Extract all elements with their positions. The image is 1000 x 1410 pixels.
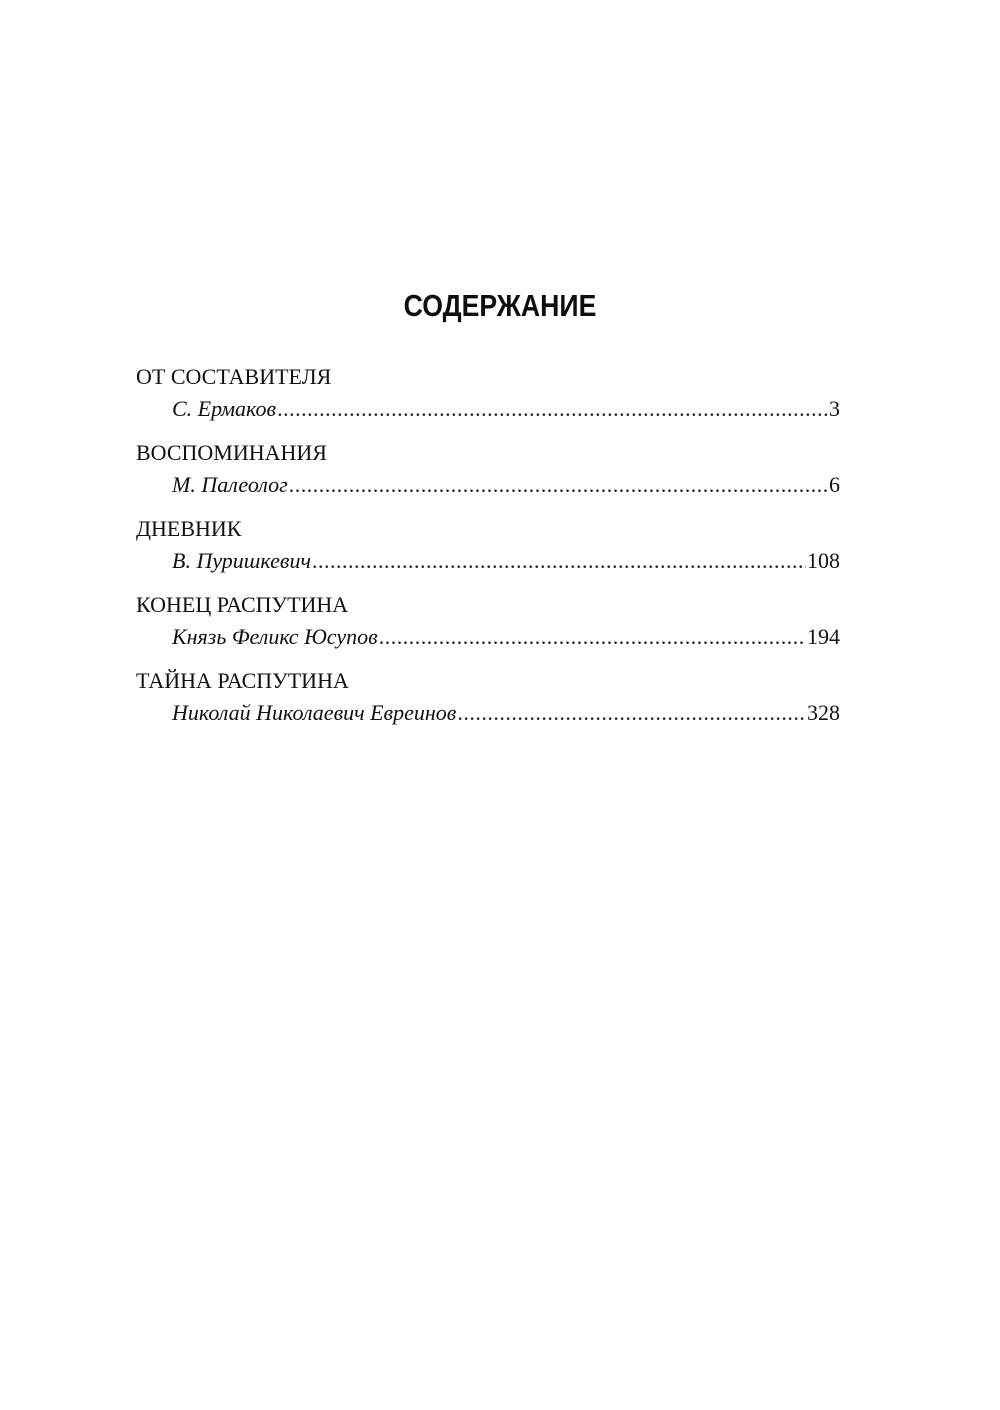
toc-page-number: 6 — [829, 472, 840, 497]
toc-line — [136, 546, 840, 576]
toc-author: М. Палеолог — [172, 472, 288, 497]
toc-author: С. Ермаков — [172, 396, 277, 421]
toc-entry — [136, 438, 840, 514]
dot-leader — [277, 394, 828, 424]
toc-entry — [136, 666, 840, 742]
toc-section-title: КОНЕЦ РАСПУТИНА — [136, 592, 349, 617]
toc-author: Николай Николаевич Евреинов — [172, 700, 457, 725]
dot-leader — [289, 470, 828, 500]
toc-entry — [136, 514, 840, 590]
dot-leader — [312, 546, 806, 576]
toc-line — [136, 470, 840, 500]
toc-author: Князь Феликс Юсупов — [172, 624, 378, 649]
toc-page-number: 3 — [829, 396, 840, 421]
table-of-contents — [136, 362, 840, 742]
toc-section-title: ВОСПОМИНАНИЯ — [136, 440, 327, 465]
toc-page-number: 108 — [807, 548, 840, 573]
toc-line — [136, 394, 840, 424]
toc-line — [136, 698, 840, 728]
toc-page-number: 328 — [807, 700, 840, 725]
toc-section-title: ТАЙНА РАСПУТИНА — [136, 668, 349, 693]
toc-section-title: ОТ СОСТАВИТЕЛЯ — [136, 364, 332, 389]
toc-section-title: ДНЕВНИК — [136, 516, 242, 541]
toc-entry — [136, 590, 840, 666]
dot-leader — [379, 622, 806, 652]
dot-leader — [457, 698, 806, 728]
toc-heading: СОДЕРЖАНИЕ — [403, 288, 597, 323]
toc-line — [136, 622, 840, 652]
toc-page-number: 194 — [807, 624, 840, 649]
toc-author: В. Пуришкевич — [172, 548, 311, 573]
toc-entry — [136, 362, 840, 438]
